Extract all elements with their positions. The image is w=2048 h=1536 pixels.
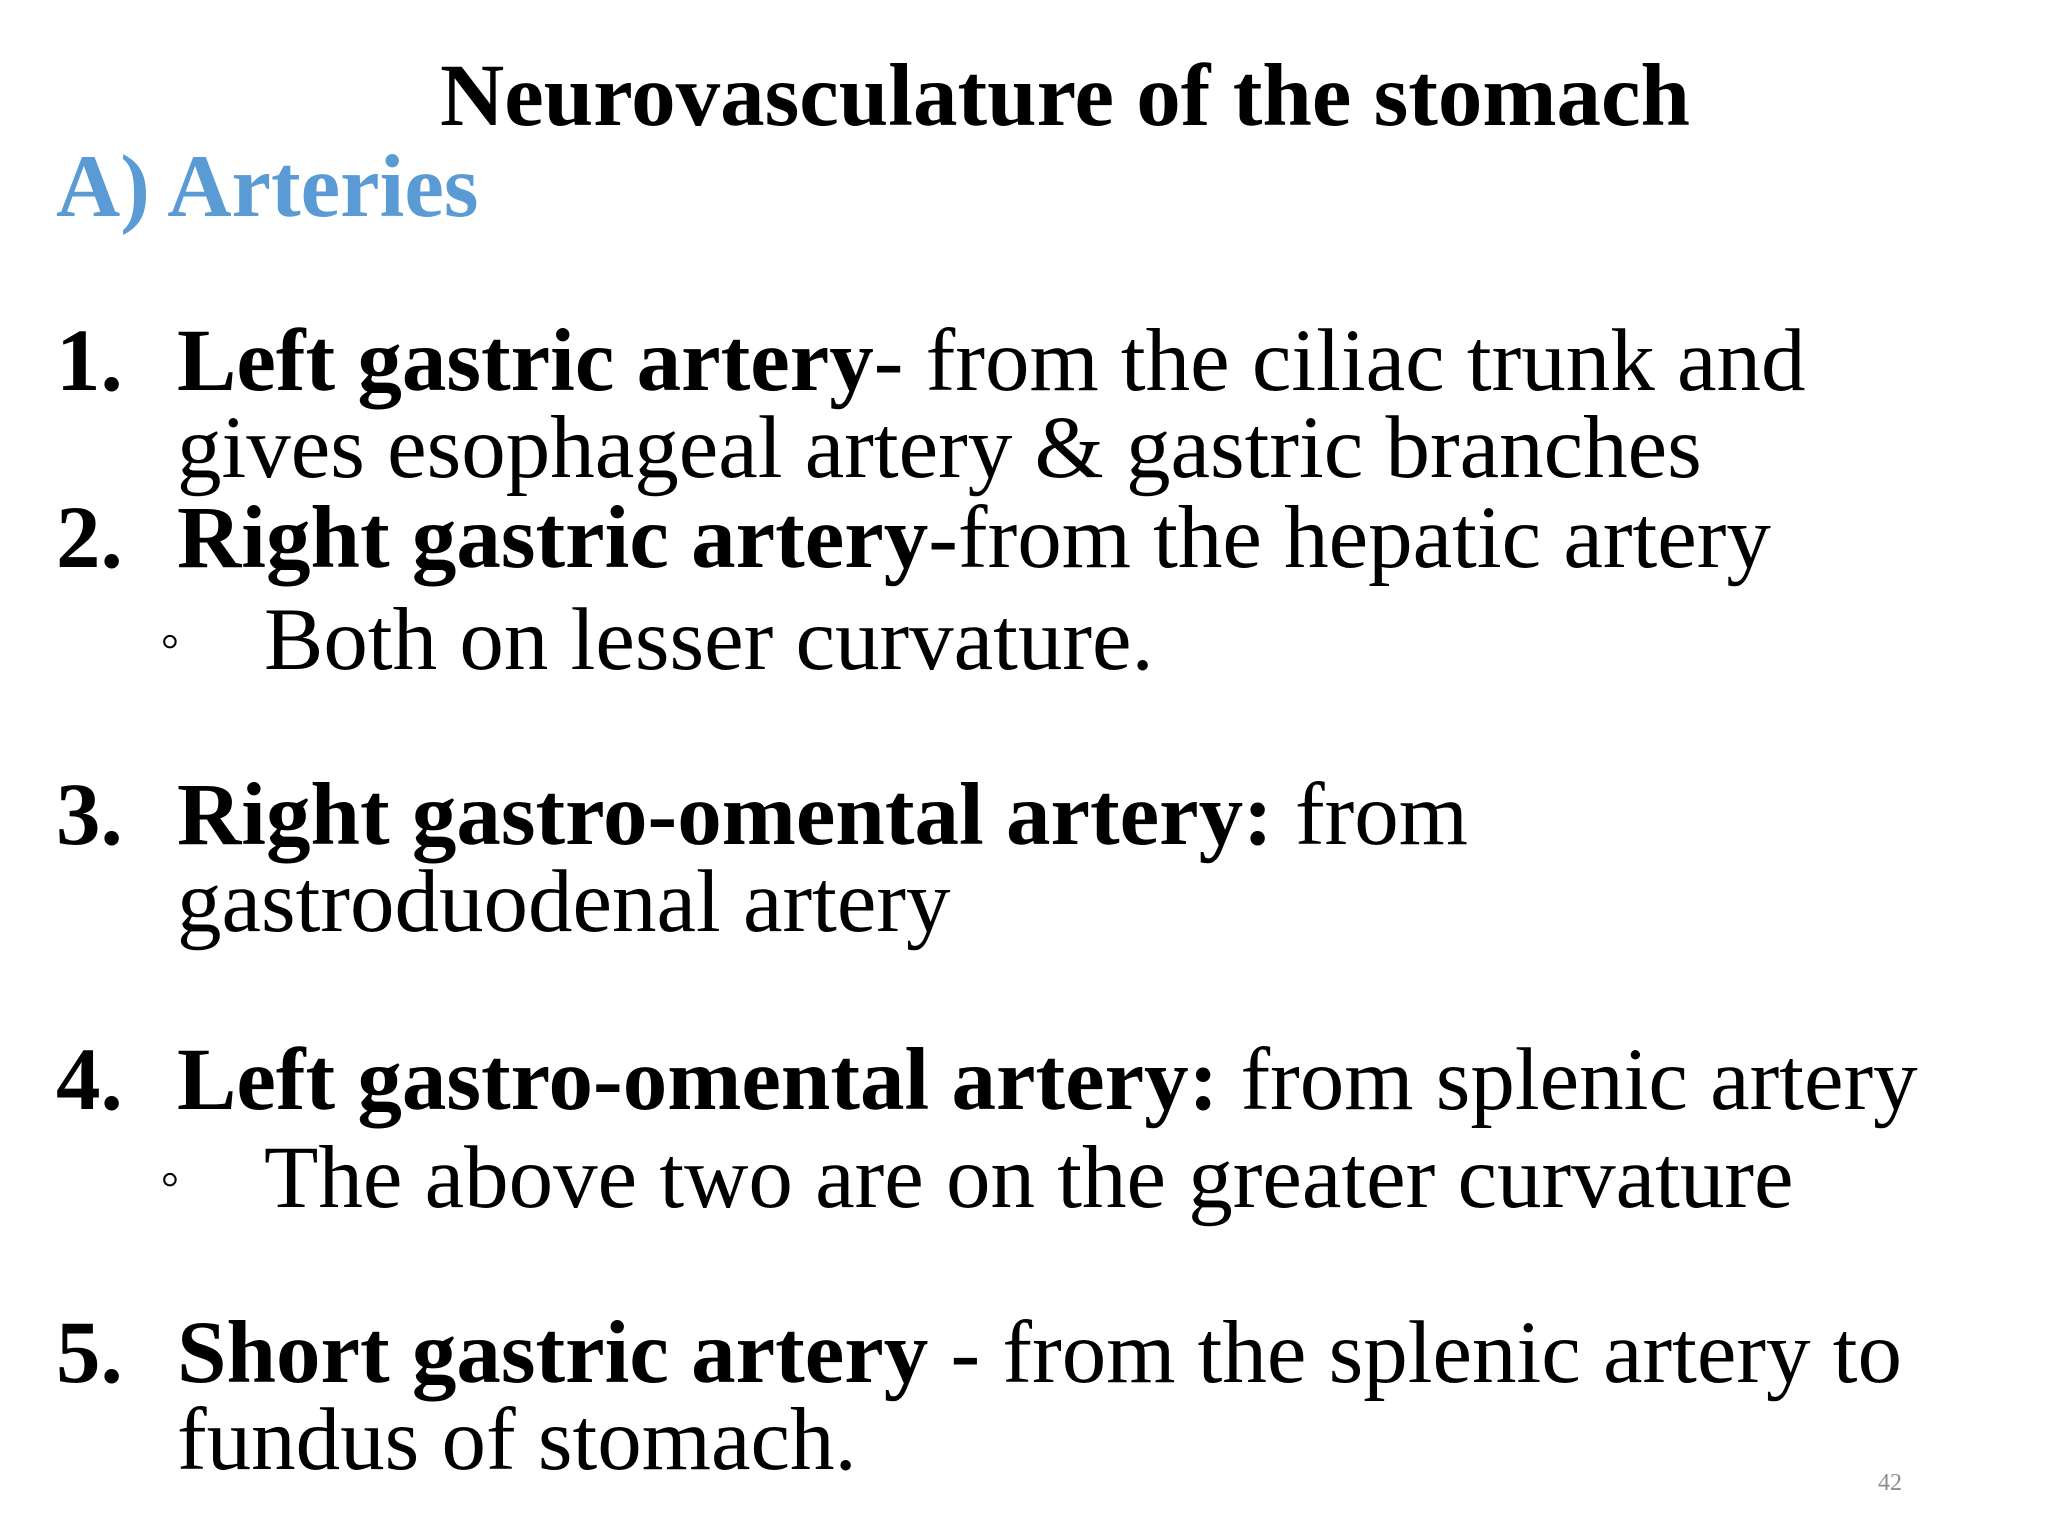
artery-name: Right gastric artery: [177, 489, 929, 587]
list-line-continued: gives esophageal artery & gastric branches: [177, 399, 1702, 497]
list-text: [177, 312, 1806, 497]
list-line-continued: gastroduodenal artery: [177, 853, 951, 951]
list-number: 4.: [56, 1031, 123, 1129]
artery-name: Short gastric artery: [177, 1304, 929, 1402]
section-heading: A) Arteries: [56, 138, 479, 236]
list-line: [177, 489, 1771, 587]
list-text: [177, 1304, 1902, 1489]
slide-number: 42: [1878, 1470, 1902, 1496]
hollow-bullet-icon: ◦: [160, 610, 180, 672]
list-line: [177, 766, 1468, 864]
artery-origin: from: [1272, 766, 1468, 864]
hollow-bullet-icon: ◦: [160, 1148, 180, 1210]
sub-bullet-text: The above two are on the greater curvature: [264, 1129, 1794, 1227]
list-line: [177, 1304, 1902, 1402]
list-number: 1.: [56, 312, 123, 410]
list-number: 3.: [56, 766, 123, 864]
list-text: [177, 766, 1468, 951]
sub-bullet-2: [160, 1130, 1794, 1227]
list-line-continued: fundus of stomach.: [177, 1391, 857, 1489]
list-number: 5.: [56, 1304, 123, 1402]
sub-bullet-1: [160, 592, 1154, 689]
list-number: 2.: [56, 489, 123, 587]
list-line: [177, 312, 1806, 410]
artery-origin: -from the hepatic artery: [928, 489, 1771, 587]
artery-origin: - from the splenic artery to: [928, 1304, 1902, 1402]
list-text: [177, 489, 1771, 587]
sub-bullet-text: Both on lesser curvature.: [264, 591, 1154, 689]
artery-origin: - from the ciliac trunk and: [873, 312, 1806, 410]
list-text: [177, 1031, 1918, 1129]
artery-name: Left gastric artery: [177, 312, 874, 410]
artery-name: Right gastro-omental artery:: [177, 766, 1273, 864]
slide-title: Neurovasculature of the stomach: [440, 47, 1690, 145]
artery-origin: from splenic artery: [1218, 1031, 1918, 1129]
artery-name: Left gastro-omental artery:: [177, 1031, 1219, 1129]
list-line: [177, 1031, 1918, 1129]
